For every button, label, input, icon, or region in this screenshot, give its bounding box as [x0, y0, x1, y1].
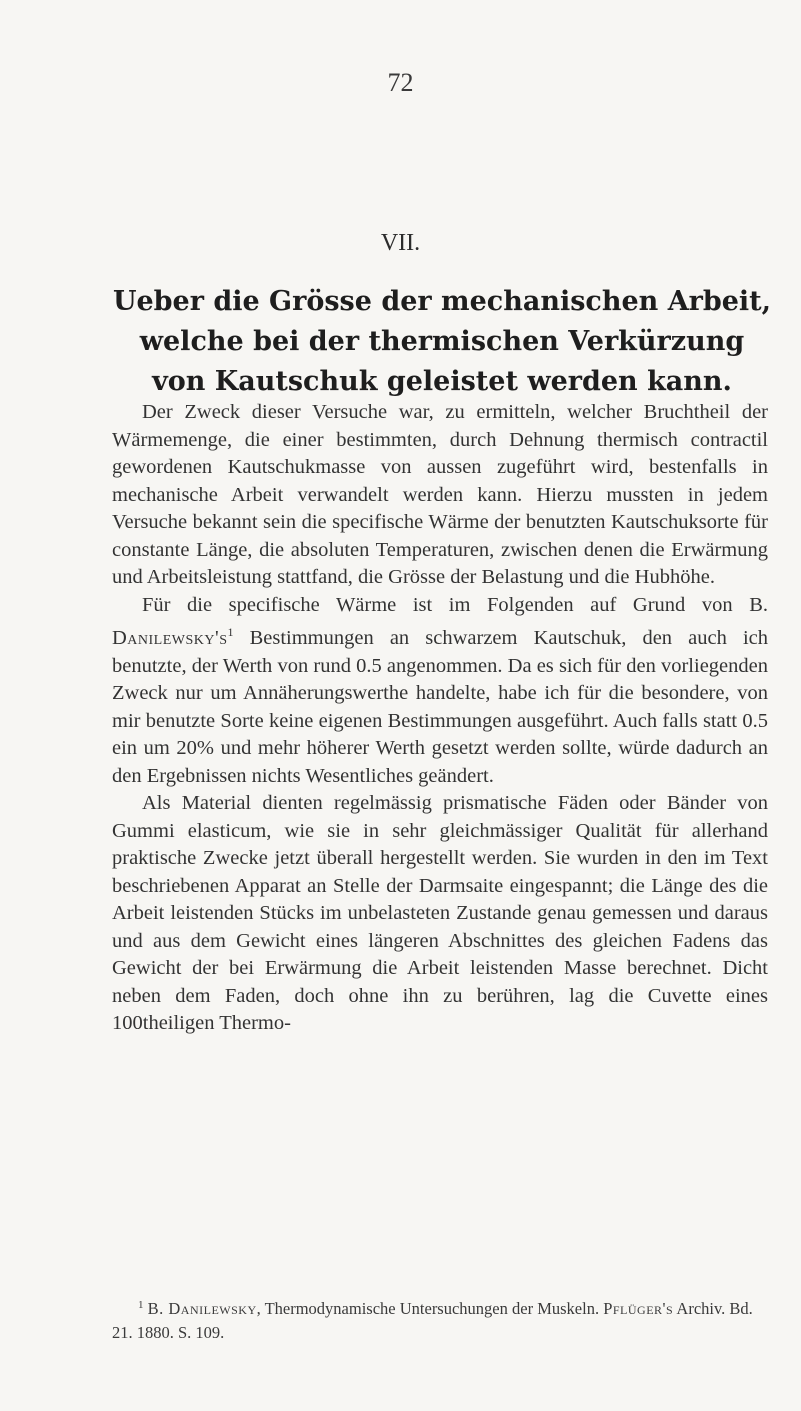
- footnote-citation: Archiv. Bd. 21. 1880. S. 109.: [112, 1299, 753, 1342]
- body-text: [112, 399, 768, 1038]
- paragraph-2-rest: Bestimmungen an schwarzem Kautschuk, den auch ich benutzte, der Werth von rund 0.5 angenommen. Da es sich für den vorliegenden Zweck nur um Annäherungswerthe handelte, habe ich für die besondere, von mir benutzte Sorte keine eigenen Bestimmungen ausgeführt. Auch falls statt 0.5 ein um 20% und mehr höherer Werth gesetzt werden sollte, würde dadurch an den Ergebnissen nichts Wesentliches geändert.: [112, 627, 768, 787]
- paragraph-3: Als Material dienten regelmässig prismatische Fäden oder Bänder von Gummi elasticum, wie sie in sehr gleichmässiger Qualität für allerhand praktische Zwecke jetzt überall hergestellt werden. Sie wurden in den im Text beschriebenen Apparat an Stelle der Darmsaite eingespannt; die Länge des die Arbeit leistenden Stücks im unbelasteten Zustande genau gemessen und daraus und aus dem Gewicht eines längeren Abschnittes des gleichen Fadens das Gewicht der bei Erwärmung die Arbeit leistenden Masse berechnet. Dicht neben dem Faden, doch ohne ihn zu berühren, lag die Cuvette eines 100theiligen Thermo-: [112, 792, 768, 1034]
- paragraph-1: Der Zweck dieser Versuche war, zu ermitteln, welcher Bruchtheil der Wärmemenge, die einer bestimmten, durch Dehnung thermisch contractil gewordenen Kautschukmasse von aussen zugeführt wird, bestenfalls in mechanische Arbeit verwandelt werden kann. Hierzu mussten in jedem Versuche bekannt sein die specifische Wärme der benutzten Kautschuksorte für constante Länge, die absoluten Temperaturen, zwischen denen die Erwärmung und Arbeitsleistung stattfand, die Grösse der Belastung und die Hubhöhe.: [112, 401, 768, 588]
- paragraph-2: [112, 592, 768, 791]
- footnote-number: 1: [138, 1299, 144, 1311]
- paragraph-2-lead: Für die specifische Wärme ist im Folgenden auf Grund von B.: [142, 593, 768, 616]
- footnote-title: , Thermodynamische Untersuchungen der Muskeln.: [256, 1299, 600, 1318]
- footnote-journal-author: Pflüger's: [603, 1299, 674, 1318]
- author-name: Danilewsky's: [112, 627, 228, 649]
- footnote: [112, 1293, 768, 1345]
- footnote-reference[interactable]: 1: [227, 625, 234, 639]
- page-number: 72: [387, 68, 414, 97]
- footnote-author: B. Danilewsky: [147, 1299, 257, 1318]
- chapter-number: VII.: [380, 230, 421, 256]
- chapter-title: Ueber die Grösse der mechanischen Arbeit, welche bei der thermischen Verkürzung von Kautschuk geleistet werden kann.: [112, 286, 772, 397]
